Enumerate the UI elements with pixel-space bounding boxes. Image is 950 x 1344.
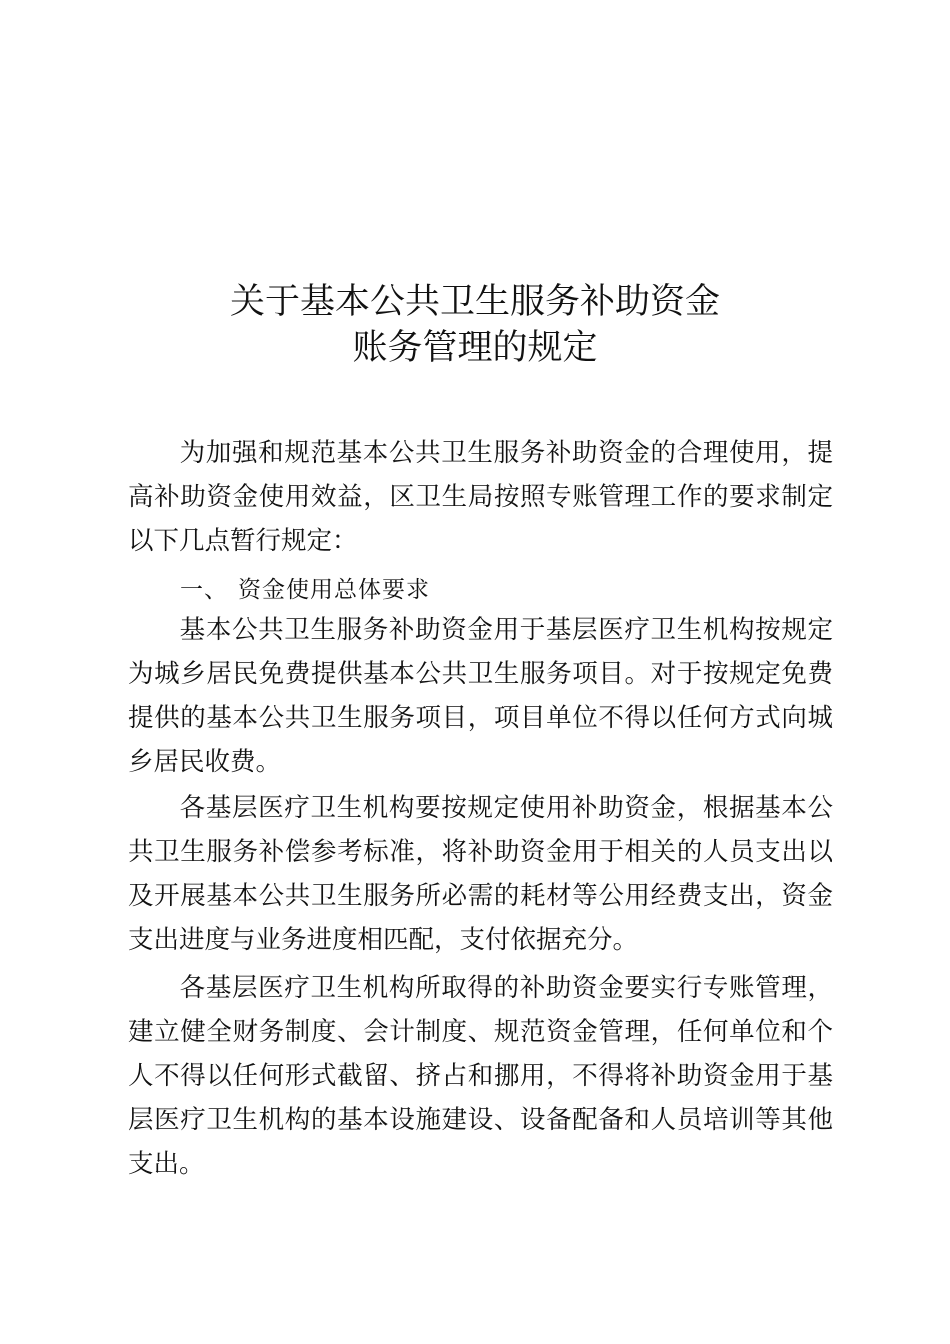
section-heading-text: 资金使用总体要求 (238, 577, 430, 603)
body-paragraph-text: 各基层医疗卫生机构要按规定使用补助资金，根据基本公共卫生服务补偿参考标准，将补助资金用于相关的人员支出以及开展基本公共卫生服务所必需的耗材等公用经费支出，资金支出进度与业务进度相匹配，支付依据充分。 (128, 793, 833, 955)
intro-text: 为加强和规范基本公共卫生服务补助资金的合理使用，提高补助资金使用效益，区卫生局按照专账管理工作的要求制定以下几点暂行规定： (128, 438, 833, 556)
document-title-line-1: 关于基本公共卫生服务补助资金 (229, 282, 720, 322)
document-title-line-2: 账务管理的规定 (352, 328, 598, 368)
intro-paragraph (128, 431, 833, 563)
body-paragraph-2 (128, 786, 833, 962)
body-paragraph-text: 基本公共卫生服务补助资金用于基层医疗卫生机构按规定为城乡居民免费提供基本公共卫生服务项目。对于按规定免费提供的基本公共卫生服务项目，项目单位不得以任何方式向城乡居民收费。 (128, 615, 833, 777)
body-paragraph-1 (128, 608, 833, 784)
body-paragraph-3 (128, 966, 833, 1186)
body-paragraph-text: 各基层医疗卫生机构所取得的补助资金要实行专账管理，建立健全财务制度、会计制度、规范资金管理，任何单位和个人不得以任何形式截留、挤占和挪用，不得将补助资金用于基层医疗卫生机构的基本设施建设、设备配备和人员培训等其他支出。 (128, 973, 833, 1179)
section-heading (180, 570, 430, 610)
section-number: 一、 (180, 577, 228, 603)
